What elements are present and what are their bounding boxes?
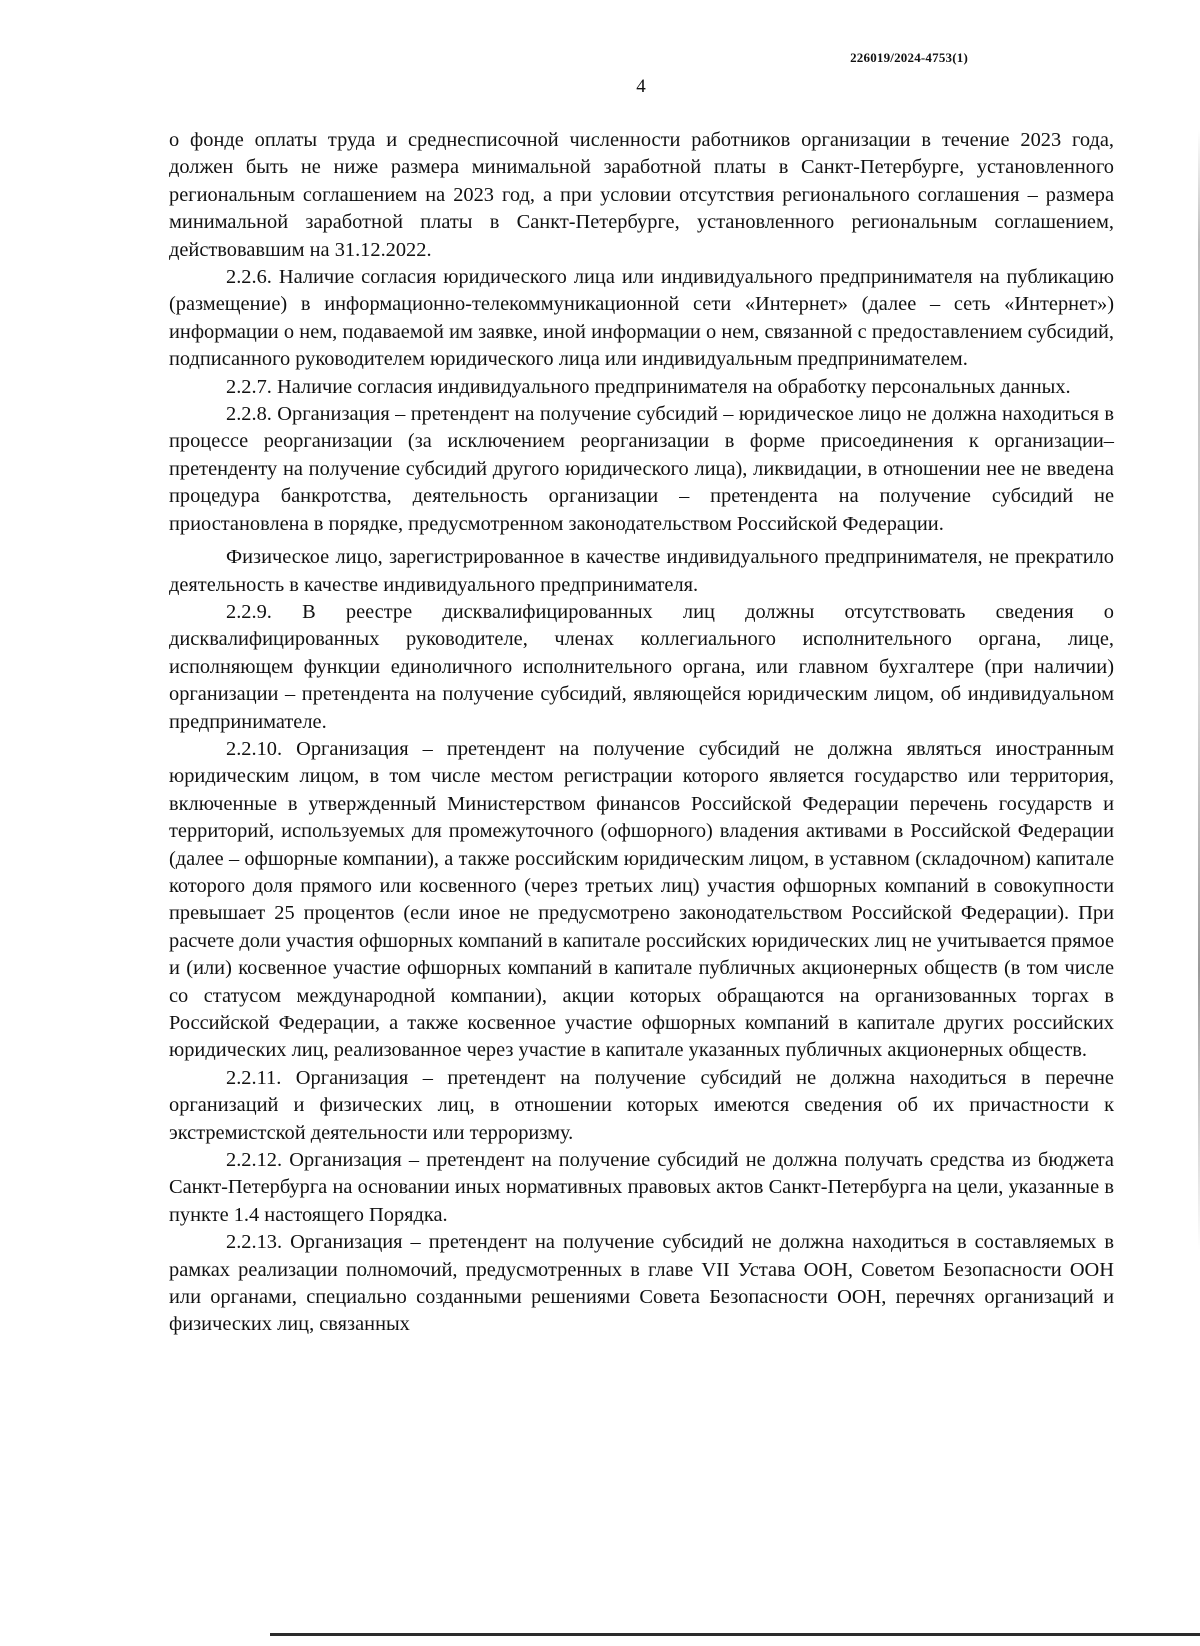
paragraph-individual-entrepreneur: Физическое лицо, зарегистрированное в качестве индивидуального предпринимателя, не прекратило деятельность в качестве индивидуального предпринимателя. <box>169 546 1114 596</box>
paragraph-2-2-8: 2.2.8. Организация – претендент на получение субсидий – юридическое лицо не должна находиться в процессе реорганизации (за исключением реорганизации в форме присоединения к организации– претенденту на получение субсидий другого юридического лица), ликвидации, в отношении нее не введена процедура банкротства, деятельность организации – претендента на получение субсидий не приостановлена в порядке, предусмотренном законодательством Российской Федерации. <box>169 403 1114 535</box>
page-number: 4 <box>636 76 646 97</box>
paragraph-2-2-13: 2.2.13. Организация – претендент на получение субсидий не должна находиться в составляемых в рамках реализации полномочий, предусмотренных в главе VII Устава ООН, Советом Безопасности ООН или органами, специально созданными решениями Совета Безопасности ООН, перечнях организаций и физических лиц, связанных <box>169 1231 1114 1336</box>
paragraph-2-2-7: 2.2.7. Наличие согласия индивидуального предпринимателя на обработку персональных данных. <box>226 375 1071 398</box>
paragraph-2-2-11: 2.2.11. Организация – претендент на получение субсидий не должна находиться в перечне организаций и физических лиц, в отношении которых имеются сведения об их причастности к экстремистской деятельности или терроризму. <box>169 1066 1114 1144</box>
paragraph-2-2-12: 2.2.12. Организация – претендент на получение субсидий не должна получать средства из бюджета Санкт-Петербурга на основании иных нормативных правовых актов Санкт-Петербурга на цели, указанные в пункте 1.4 настоящего Порядка. <box>169 1149 1114 1226</box>
document-registration-number: 226019/2024-4753(1) <box>850 50 968 65</box>
paragraph-2-2-9: 2.2.9. В реестре дисквалифицированных лиц должны отсутствовать сведения о дисквалифицированных руководителе, членах коллегиального исполнительного органа, лице, исполняющем функции единоличного исполнительного органа, или главном бухгалтере (при наличии) организации – претендента на получение субсидий, являющейся юридическим лицом, об индивидуальном предпринимателе. <box>169 600 1114 733</box>
paragraph-2-2-6: 2.2.6. Наличие согласия юридического лица или индивидуального предпринимателя на публикацию (размещение) в информационно-телекоммуникационной сети «Интернет» (далее – сеть «Интернет») информации о нем, подаваемой им заявке, иной информации о нем, связанной с предоставлением субсидий, подписанного руководителем юридического лица или индивидуальным предпринимателем. <box>169 266 1114 371</box>
paragraph-2-2-10: 2.2.10. Организация – претендент на получение субсидий не должна являться иностранным юридическим лицом, в том числе местом регистрации которого является государство или территория, включенные в утвержденный Министерством финансов Российской Федерации перечень государств и территорий, используемых для промежуточного (офшорного) владения активами в Российской Федерации (далее – офшорные компании), а также российским юридическим лицом, в уставном (складочном) капитале которого доля прямого или косвенного (через третьих лиц) участия офшорных компаний в совокупности превышает 25 процентов (если иное не предусмотрено законодательством Российской Федерации). При расчете доли участия офшорных компаний в капитале российских юридических лиц не учитывается прямое и (или) косвенное участие офшорных компаний в капитале публичных акционерных обществ (в том числе со статусом международной компании), акции которых обращаются на организованных торгах в Российской Федерации, а также косвенное участие офшорных компаний в капитале других российских юридических лиц, реализованное через участие в капитале указанных публичных акционерных обществ. <box>169 737 1114 1062</box>
document-body <box>169 127 1114 1339</box>
paragraph-1: о фонде оплаты труда и среднесписочной численности работников организации в течение 2023 года, должен быть не ниже размера минимальной заработной платы в Санкт-Петербурге, установленного региональным соглашением на 2023 год, а при условии отсутствия регионального соглашения – размера минимальной заработной платы в Санкт-Петербурге, установленного региональным соглашением, действовавшим на 31.12.2022. <box>169 129 1114 261</box>
scan-edge-bottom <box>270 1633 1200 1636</box>
